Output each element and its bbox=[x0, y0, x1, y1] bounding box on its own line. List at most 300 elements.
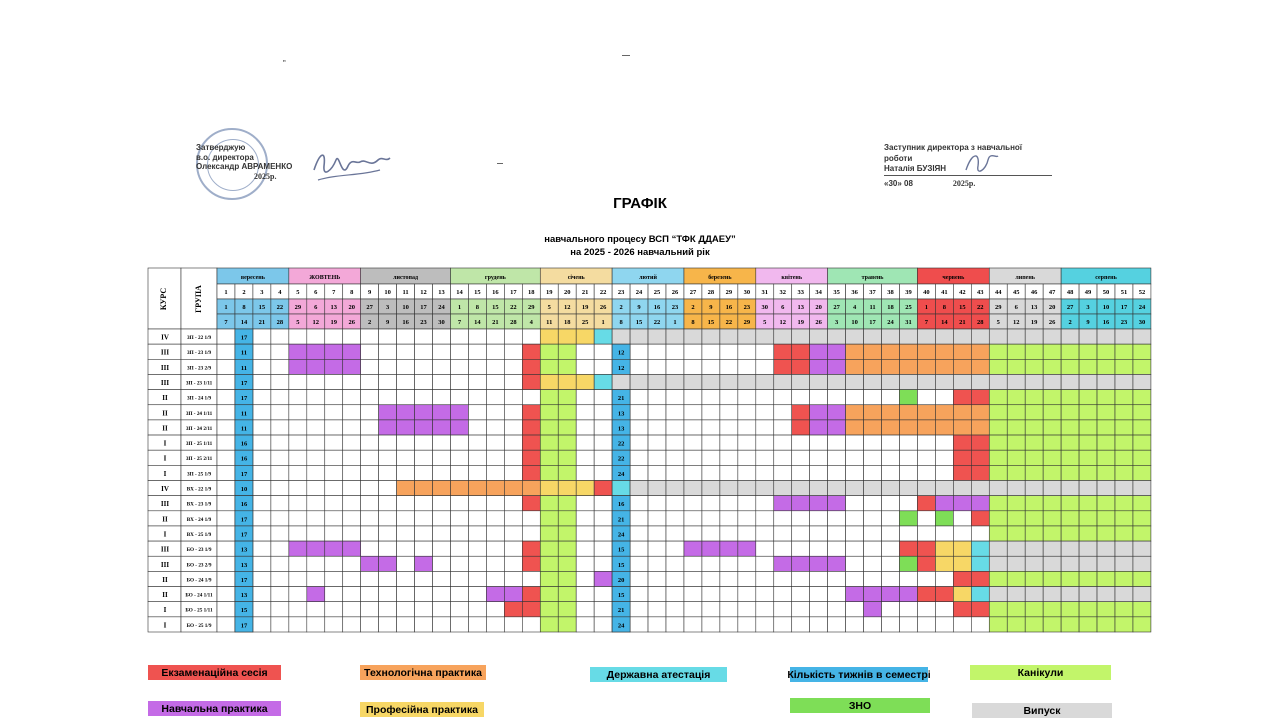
schedule-cell bbox=[540, 390, 558, 405]
schedule-cell bbox=[271, 405, 289, 420]
schedule-cell bbox=[1043, 602, 1061, 617]
schedule-cell bbox=[271, 541, 289, 556]
schedule-cell bbox=[774, 541, 792, 556]
schedule-cell bbox=[450, 526, 468, 541]
schedule-cell bbox=[810, 435, 828, 450]
schedule-cell bbox=[361, 511, 379, 526]
schedule-cell bbox=[738, 481, 756, 496]
weeks-count: 21 bbox=[617, 607, 625, 615]
schedule-cell bbox=[846, 344, 864, 359]
week-number: 47 bbox=[1048, 289, 1056, 296]
schedule-cell bbox=[540, 344, 558, 359]
schedule-cell bbox=[828, 435, 846, 450]
end-day: 15 bbox=[707, 319, 715, 326]
schedule-cell bbox=[738, 465, 756, 480]
week-number: 46 bbox=[1030, 289, 1038, 296]
schedule-cell bbox=[540, 450, 558, 465]
schedule-cell bbox=[810, 526, 828, 541]
schedule-cell bbox=[486, 571, 504, 586]
schedule-cell bbox=[1007, 405, 1025, 420]
start-day: 17 bbox=[1120, 304, 1128, 311]
weeks-count: 11 bbox=[240, 410, 248, 418]
schedule-cell bbox=[774, 617, 792, 632]
schedule-cell bbox=[397, 617, 415, 632]
schedule-cell bbox=[325, 541, 343, 556]
week-number: 49 bbox=[1084, 289, 1092, 296]
weeks-count: 12 bbox=[617, 364, 625, 372]
schedule-cell bbox=[504, 541, 522, 556]
schedule-cell bbox=[397, 587, 415, 602]
schedule-cell bbox=[271, 390, 289, 405]
schedule-cell bbox=[1007, 344, 1025, 359]
schedule-cell bbox=[504, 571, 522, 586]
schedule-cell bbox=[361, 587, 379, 602]
schedule-cell bbox=[899, 496, 917, 511]
schedule-cell bbox=[630, 329, 648, 344]
schedule-cell bbox=[594, 450, 612, 465]
weeks-count: 16 bbox=[240, 501, 248, 509]
end-day: 16 bbox=[1102, 319, 1110, 326]
end-day: 7 bbox=[224, 319, 228, 326]
schedule-cell bbox=[450, 420, 468, 435]
schedule-cell bbox=[307, 329, 325, 344]
schedule-cell bbox=[1061, 435, 1079, 450]
end-day: 22 bbox=[725, 319, 733, 326]
schedule-cell bbox=[415, 602, 433, 617]
approval-line: Олександр АВРАМЕНКО bbox=[196, 162, 293, 171]
start-day: 6 bbox=[314, 304, 318, 311]
schedule-cell bbox=[468, 617, 486, 632]
schedule-cell bbox=[1061, 344, 1079, 359]
schedule-cell bbox=[253, 617, 271, 632]
schedule-cell bbox=[594, 571, 612, 586]
schedule-cell bbox=[1043, 420, 1061, 435]
end-day: 26 bbox=[1048, 319, 1056, 326]
schedule-cell bbox=[379, 390, 397, 405]
schedule-cell bbox=[450, 344, 468, 359]
schedule-cell bbox=[899, 374, 917, 389]
group-value: ЗП - 25 1/11 bbox=[185, 441, 213, 448]
schedule-cell bbox=[1079, 359, 1097, 374]
schedule-cell bbox=[307, 571, 325, 586]
schedule-cell bbox=[792, 359, 810, 374]
schedule-cell bbox=[917, 344, 935, 359]
schedule-cell bbox=[971, 571, 989, 586]
schedule-cell bbox=[756, 617, 774, 632]
schedule-cell bbox=[630, 526, 648, 541]
start-day: 1 bbox=[924, 304, 929, 311]
deputy-line: Наталія БУЗІЯН bbox=[884, 164, 1052, 176]
legend-label: Випуск bbox=[1023, 704, 1061, 717]
schedule-cell bbox=[325, 374, 343, 389]
schedule-cell bbox=[558, 374, 576, 389]
schedule-cell bbox=[899, 481, 917, 496]
schedule-cell bbox=[702, 420, 720, 435]
week-number: 19 bbox=[546, 289, 553, 296]
end-day: 5 bbox=[996, 319, 1000, 326]
schedule-cell bbox=[1115, 556, 1133, 571]
schedule-cell bbox=[1079, 541, 1097, 556]
schedule-cell bbox=[989, 587, 1007, 602]
schedule-cell bbox=[1097, 541, 1115, 556]
schedule-cell bbox=[217, 359, 235, 374]
schedule-cell bbox=[648, 405, 666, 420]
schedule-cell bbox=[702, 374, 720, 389]
schedule-cell bbox=[648, 435, 666, 450]
schedule-cell bbox=[810, 405, 828, 420]
schedule-cell bbox=[450, 602, 468, 617]
month-label: грудень bbox=[484, 275, 506, 281]
schedule-cell bbox=[1133, 511, 1151, 526]
schedule-cell bbox=[666, 587, 684, 602]
schedule-cell bbox=[1133, 556, 1151, 571]
schedule-cell bbox=[738, 511, 756, 526]
course-value: I bbox=[163, 606, 167, 615]
schedule-cell bbox=[379, 602, 397, 617]
schedule-cell bbox=[774, 571, 792, 586]
divider bbox=[622, 55, 630, 56]
schedule-cell bbox=[648, 602, 666, 617]
end-day: 7 bbox=[457, 319, 462, 326]
group-value: ЗП - 24 1/11 bbox=[185, 410, 213, 417]
weeks-count: 10 bbox=[240, 486, 248, 493]
schedule-cell bbox=[558, 329, 576, 344]
schedule-cell bbox=[684, 359, 702, 374]
schedule-cell bbox=[1061, 526, 1079, 541]
schedule-cell bbox=[1061, 571, 1079, 586]
schedule-cell bbox=[917, 617, 935, 632]
schedule-cell bbox=[864, 511, 882, 526]
schedule-cell bbox=[1133, 435, 1151, 450]
schedule-cell bbox=[1079, 329, 1097, 344]
end-day: 17 bbox=[869, 319, 876, 326]
schedule-cell bbox=[935, 617, 953, 632]
schedule-cell bbox=[882, 617, 900, 632]
start-day: 29 bbox=[294, 304, 302, 311]
schedule-cell bbox=[307, 526, 325, 541]
end-day: 9 bbox=[1086, 319, 1090, 326]
schedule-cell bbox=[720, 374, 738, 389]
schedule-cell bbox=[1115, 435, 1133, 450]
schedule-cell bbox=[1133, 390, 1151, 405]
schedule-cell bbox=[720, 405, 738, 420]
week-number: 23 bbox=[617, 289, 625, 296]
schedule-cell bbox=[1097, 511, 1115, 526]
schedule-cell bbox=[756, 556, 774, 571]
schedule-cell bbox=[720, 344, 738, 359]
weeks-count: 13 bbox=[240, 546, 248, 554]
schedule-cell bbox=[882, 420, 900, 435]
week-number: 43 bbox=[977, 289, 984, 296]
legend-item bbox=[148, 701, 281, 716]
week-number: 13 bbox=[438, 289, 445, 296]
schedule-cell bbox=[738, 329, 756, 344]
month-label: березень bbox=[708, 275, 732, 281]
schedule-cell bbox=[486, 511, 504, 526]
divider bbox=[497, 163, 503, 164]
schedule-cell bbox=[864, 450, 882, 465]
schedule-cell bbox=[289, 390, 307, 405]
schedule-cell bbox=[379, 481, 397, 496]
week-number: 41 bbox=[941, 289, 948, 296]
schedule-cell bbox=[1133, 374, 1151, 389]
schedule-cell bbox=[899, 435, 917, 450]
schedule-cell bbox=[935, 526, 953, 541]
schedule-cell bbox=[1079, 390, 1097, 405]
schedule-cell bbox=[343, 617, 361, 632]
schedule-cell bbox=[684, 587, 702, 602]
schedule-cell bbox=[325, 556, 343, 571]
start-day: 1 bbox=[457, 304, 462, 311]
schedule-cell bbox=[774, 465, 792, 480]
schedule-cell bbox=[486, 496, 504, 511]
week-number: 24 bbox=[635, 289, 643, 296]
schedule-cell bbox=[289, 481, 307, 496]
schedule-cell bbox=[846, 374, 864, 389]
schedule-cell bbox=[540, 602, 558, 617]
schedule-cell bbox=[684, 450, 702, 465]
schedule-cell bbox=[271, 435, 289, 450]
schedule-cell bbox=[630, 541, 648, 556]
schedule-cell bbox=[325, 359, 343, 374]
schedule-cell bbox=[917, 556, 935, 571]
schedule-cell bbox=[1043, 511, 1061, 526]
schedule-cell bbox=[989, 450, 1007, 465]
schedule-cell bbox=[468, 602, 486, 617]
schedule-cell bbox=[289, 511, 307, 526]
legend-item bbox=[590, 667, 727, 682]
group-value: БО - 23 1/9 bbox=[186, 547, 212, 554]
schedule-cell bbox=[1097, 450, 1115, 465]
schedule-cell bbox=[630, 420, 648, 435]
start-day: 16 bbox=[653, 304, 661, 311]
schedule-cell bbox=[450, 329, 468, 344]
schedule-cell bbox=[720, 571, 738, 586]
schedule-cell bbox=[1043, 405, 1061, 420]
deputy-date: «30» 08 bbox=[884, 178, 913, 188]
schedule-cell bbox=[343, 571, 361, 586]
start-day: 13 bbox=[330, 304, 337, 311]
schedule-cell bbox=[397, 359, 415, 374]
schedule-cell bbox=[522, 405, 540, 420]
schedule-cell bbox=[289, 405, 307, 420]
schedule-cell bbox=[415, 359, 433, 374]
schedule-cell bbox=[253, 420, 271, 435]
schedule-cell bbox=[648, 496, 666, 511]
schedule-cell bbox=[594, 329, 612, 344]
legend-label: ЗНО bbox=[848, 699, 872, 712]
schedule-cell bbox=[379, 450, 397, 465]
schedule-cell bbox=[468, 571, 486, 586]
schedule-cell bbox=[899, 420, 917, 435]
schedule-cell bbox=[864, 617, 882, 632]
schedule-cell bbox=[433, 450, 451, 465]
schedule-cell bbox=[882, 587, 900, 602]
approval-line: Затверджую bbox=[196, 143, 246, 152]
schedule-cell bbox=[343, 496, 361, 511]
schedule-cell bbox=[935, 405, 953, 420]
schedule-cell bbox=[540, 526, 558, 541]
schedule-cell bbox=[1115, 587, 1133, 602]
schedule-cell bbox=[917, 450, 935, 465]
schedule-cell bbox=[307, 390, 325, 405]
schedule-cell bbox=[576, 556, 594, 571]
schedule-cell bbox=[1115, 405, 1133, 420]
schedule-cell bbox=[917, 359, 935, 374]
group-value: ВХ - 24 1/9 bbox=[186, 516, 212, 523]
legend-label: Державна атестація bbox=[606, 668, 711, 681]
month-label: червень bbox=[942, 275, 965, 281]
schedule-cell bbox=[971, 587, 989, 602]
schedule-cell bbox=[522, 374, 540, 389]
weeks-count: 17 bbox=[240, 395, 248, 403]
schedule-cell bbox=[522, 390, 540, 405]
schedule-cell bbox=[882, 511, 900, 526]
weeks-count: 17 bbox=[240, 531, 248, 539]
schedule-cell bbox=[1061, 405, 1079, 420]
schedule-cell bbox=[1079, 571, 1097, 586]
deputy-line: Заступник директора з навчальної bbox=[884, 143, 1023, 152]
course-value: III bbox=[160, 378, 170, 387]
schedule-cell bbox=[989, 511, 1007, 526]
course-value: III bbox=[160, 500, 170, 509]
schedule-cell bbox=[630, 359, 648, 374]
schedule-cell bbox=[630, 511, 648, 526]
course-value: I bbox=[163, 530, 167, 539]
schedule-cell bbox=[594, 496, 612, 511]
schedule-cell bbox=[899, 617, 917, 632]
schedule-cell bbox=[343, 450, 361, 465]
schedule-cell bbox=[594, 556, 612, 571]
schedule-cell bbox=[271, 481, 289, 496]
schedule-cell bbox=[486, 556, 504, 571]
schedule-cell bbox=[253, 405, 271, 420]
week-number: 51 bbox=[1120, 289, 1128, 296]
schedule-cell bbox=[864, 602, 882, 617]
schedule-cell bbox=[630, 617, 648, 632]
end-day: 31 bbox=[905, 319, 912, 326]
schedule-cell bbox=[882, 602, 900, 617]
schedule-cell bbox=[450, 617, 468, 632]
group-header: ГРУПА bbox=[194, 285, 203, 313]
schedule-cell bbox=[397, 344, 415, 359]
schedule-cell bbox=[361, 526, 379, 541]
schedule-cell bbox=[1025, 617, 1043, 632]
week-number: 8 bbox=[350, 289, 354, 296]
start-day: 9 bbox=[709, 304, 713, 311]
schedule-cell bbox=[971, 420, 989, 435]
start-day: 15 bbox=[258, 304, 266, 311]
schedule-cell bbox=[361, 435, 379, 450]
end-day: 15 bbox=[635, 319, 643, 326]
schedule-cell bbox=[289, 617, 307, 632]
schedule-cell bbox=[846, 587, 864, 602]
schedule-cell bbox=[486, 344, 504, 359]
schedule-cell bbox=[361, 602, 379, 617]
schedule-cell bbox=[576, 344, 594, 359]
start-day: 24 bbox=[438, 304, 445, 311]
schedule-cell bbox=[1061, 511, 1079, 526]
schedule-cell bbox=[971, 541, 989, 556]
schedule-cell bbox=[307, 374, 325, 389]
schedule-cell bbox=[361, 541, 379, 556]
course-value: II bbox=[162, 515, 168, 524]
schedule-cell bbox=[397, 405, 415, 420]
schedule-cell bbox=[1061, 359, 1079, 374]
schedule-cell bbox=[486, 405, 504, 420]
group-value: ЗП - 23 2/9 bbox=[186, 365, 212, 372]
schedule-cell bbox=[486, 374, 504, 389]
schedule-cell bbox=[882, 329, 900, 344]
schedule-cell bbox=[397, 329, 415, 344]
schedule-cell bbox=[540, 556, 558, 571]
schedule-cell bbox=[828, 526, 846, 541]
month-label: листопад bbox=[393, 275, 419, 281]
schedule-cell bbox=[792, 587, 810, 602]
end-day: 21 bbox=[959, 319, 966, 326]
schedule-cell bbox=[666, 435, 684, 450]
schedule-cell bbox=[433, 511, 451, 526]
schedule-cell bbox=[899, 556, 917, 571]
weeks-count: 22 bbox=[617, 455, 625, 463]
start-day: 8 bbox=[942, 304, 947, 311]
schedule-cell bbox=[882, 374, 900, 389]
schedule-cell bbox=[774, 344, 792, 359]
schedule-cell bbox=[846, 390, 864, 405]
schedule-cell bbox=[540, 587, 558, 602]
schedule-cell bbox=[720, 450, 738, 465]
page-title: ГРАФІК bbox=[613, 195, 667, 212]
week-number: 28 bbox=[707, 289, 715, 296]
schedule-cell bbox=[1133, 602, 1151, 617]
schedule-cell bbox=[989, 541, 1007, 556]
schedule-cell bbox=[935, 602, 953, 617]
schedule-cell bbox=[289, 587, 307, 602]
schedule-cell bbox=[361, 405, 379, 420]
week-number: 25 bbox=[653, 289, 661, 296]
end-day: 26 bbox=[348, 319, 355, 326]
schedule-cell bbox=[702, 511, 720, 526]
schedule-cell bbox=[1097, 481, 1115, 496]
schedule-cell bbox=[1025, 541, 1043, 556]
start-day: 22 bbox=[510, 304, 517, 311]
month-label: вересень bbox=[240, 275, 265, 281]
schedule-cell bbox=[217, 481, 235, 496]
end-day: 24 bbox=[887, 319, 894, 326]
schedule-cell bbox=[1115, 450, 1133, 465]
week-number: 37 bbox=[869, 289, 876, 296]
schedule-cell bbox=[1007, 374, 1025, 389]
schedule-cell bbox=[289, 344, 307, 359]
schedule-cell bbox=[433, 465, 451, 480]
schedule-cell bbox=[504, 617, 522, 632]
schedule-cell bbox=[756, 496, 774, 511]
schedule-cell bbox=[756, 511, 774, 526]
schedule-cell bbox=[630, 465, 648, 480]
schedule-cell bbox=[899, 526, 917, 541]
schedule-cell bbox=[271, 617, 289, 632]
group-value: БО - 25 1/9 bbox=[186, 622, 212, 629]
schedule-cell bbox=[828, 359, 846, 374]
weeks-count: 11 bbox=[240, 364, 248, 372]
schedule-cell bbox=[666, 359, 684, 374]
schedule-cell bbox=[433, 374, 451, 389]
end-day: 30 bbox=[1138, 319, 1146, 326]
schedule-cell bbox=[971, 359, 989, 374]
schedule-cell bbox=[558, 344, 576, 359]
schedule-cell bbox=[846, 602, 864, 617]
weeks-count: 16 bbox=[617, 501, 625, 509]
